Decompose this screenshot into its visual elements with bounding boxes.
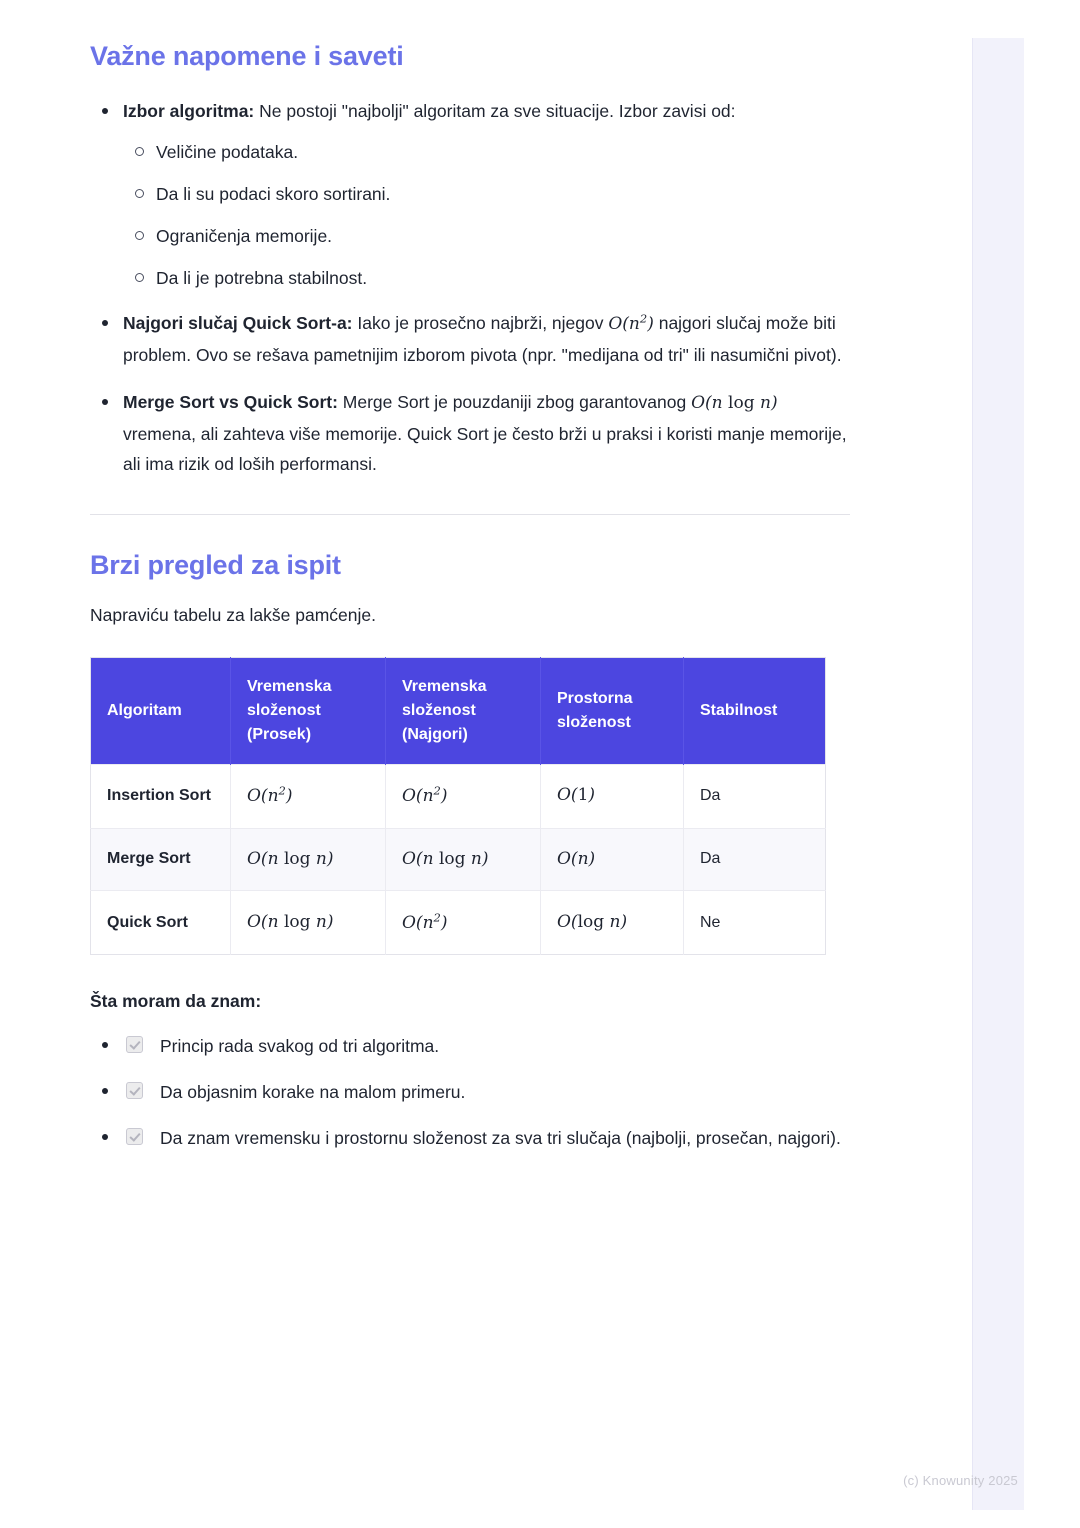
table-row	[91, 891, 826, 955]
cell-space-complexity: O(n)	[541, 828, 684, 891]
cell-avg-complexity: O(n log n)	[231, 828, 386, 891]
list-item: Da li je potrebna stabilnost.	[123, 264, 850, 292]
note-label-merge-vs-quick: Merge Sort vs Quick Sort:	[123, 391, 338, 412]
math-merge-complexity: O(n log n)	[691, 392, 778, 413]
cell-space-complexity: O(log n)	[541, 891, 684, 955]
cell-worst-complexity: $O(n^2)$	[386, 891, 541, 955]
table-row	[91, 828, 826, 891]
notes-list	[90, 96, 850, 480]
note-label-algorithm-choice: Izbor algoritma:	[123, 100, 255, 121]
page-right-margin-strip	[972, 38, 1024, 1510]
checklist	[90, 1032, 850, 1152]
checkbox-icon[interactable]	[126, 1036, 143, 1053]
checkbox-icon[interactable]	[126, 1128, 143, 1145]
cell-avg-complexity: O(n log n)	[231, 891, 386, 955]
list-item	[90, 1078, 850, 1106]
checklist-title: Šta moram da znam:	[90, 991, 262, 1012]
complexity-table	[90, 657, 826, 956]
list-item	[90, 387, 850, 480]
section-divider	[90, 514, 850, 515]
math-quicksort-worst: $O(n^2)$	[608, 311, 654, 335]
cell-stability: Da	[684, 764, 826, 828]
cell-algorithm-name: Quick Sort	[91, 891, 231, 955]
watermark: (c) Knowunity 2025	[903, 1473, 1018, 1488]
note-text-before: Merge Sort je pouzdaniji zbog garantovanog	[337, 391, 692, 412]
note-text-after: najgori slučaj može biti problem. Ovo se rešava pametnijim izborom pivota (npr. "medijana od tri" ili nasumični pivot).	[123, 313, 842, 366]
checklist-item-label: Princip rada svakog od tri algoritma.	[160, 1036, 440, 1057]
cell-worst-complexity: $O(n^2)$	[386, 764, 541, 828]
notes-sublist	[123, 138, 850, 292]
list-item	[90, 1124, 850, 1152]
table-header-stability: Stabilnost	[684, 657, 826, 764]
list-item: Ograničenja memorije.	[123, 222, 850, 250]
note-text-algorithm-choice: Ne postoji "najbolji" algoritam za sve situacije. Izbor zavisi od:	[254, 100, 736, 121]
cell-algorithm-name: Merge Sort	[91, 828, 231, 891]
checkbox-icon[interactable]	[126, 1082, 143, 1099]
table-header-space: Prostorna složenost	[541, 657, 684, 764]
list-item	[90, 96, 850, 293]
document-content	[90, 40, 850, 1170]
note-label-quicksort-worst: Najgori slučaj Quick Sort-a:	[123, 313, 353, 334]
table-header-avg: Vremenska složenost (Prosek)	[231, 657, 386, 764]
list-item: Veličine podataka.	[123, 138, 850, 166]
list-item	[90, 1032, 850, 1060]
checklist-item-label: Da objasnim korake na malom primeru.	[160, 1082, 466, 1103]
table-header-row	[91, 657, 826, 764]
note-text-after: vremena, ali zahteva više memorije. Quick Sort je često brži u praksi i koristi manje memorije, ali ima rizik od loših performansi.	[123, 423, 847, 475]
page-title-notes: Važne napomene i saveti	[90, 41, 404, 71]
cell-worst-complexity: O(n log n)	[386, 828, 541, 891]
page-title-review: Brzi pregled za ispit	[90, 549, 341, 580]
cell-avg-complexity: $O(n^2)$	[231, 764, 386, 828]
cell-algorithm-name: Insertion Sort	[91, 764, 231, 828]
table-header-algorithm: Algoritam	[91, 657, 231, 764]
table-row	[91, 764, 826, 828]
table-header-worst: Vremenska složenost (Najgori)	[386, 657, 541, 764]
list-item: Da li su podaci skoro sortirani.	[123, 180, 850, 208]
cell-stability: Da	[684, 828, 826, 891]
cell-stability: Ne	[684, 891, 826, 955]
review-intro-text: Napraviću tabelu za lakše pamćenje.	[90, 604, 376, 625]
note-text-before: Iako je prosečno najbrži, njegov	[352, 313, 609, 334]
checklist-item-label: Da znam vremensku i prostornu složenost za sva tri slučaja (najbolji, prosečan, najgori).	[160, 1128, 841, 1149]
cell-space-complexity: O(1)	[541, 764, 684, 828]
list-item	[90, 308, 850, 370]
